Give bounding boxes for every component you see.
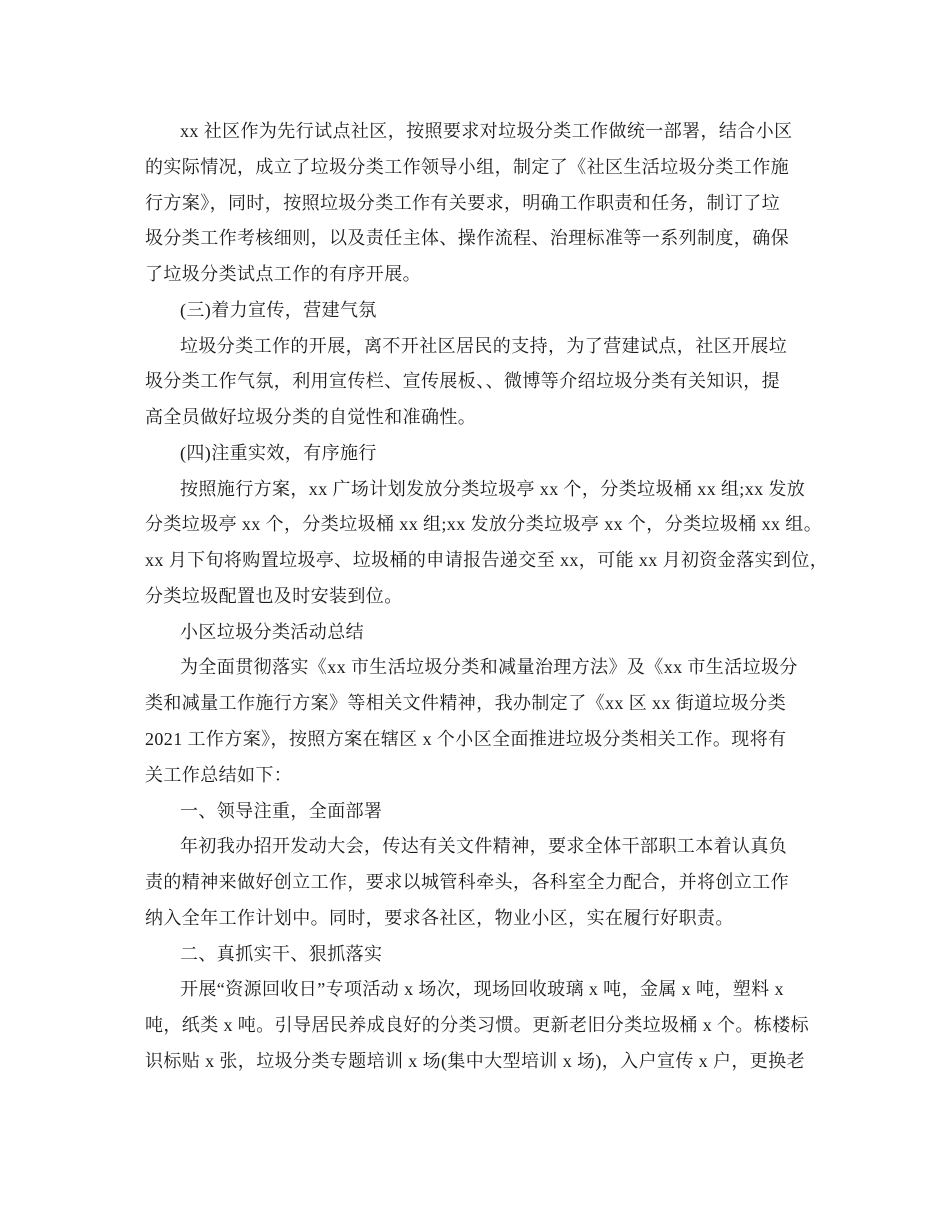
section-heading: (三)着力宣传，营建气氛 [180, 299, 377, 320]
section-heading: (四)注重实效，有序施行 [180, 442, 377, 463]
text-line: 类和减量工作施行方案》等相关文件精神，我办制定了《xx 区 xx 街道垃圾分类 [145, 693, 787, 714]
section-heading: 二、真抓实干、狠抓落实 [180, 943, 383, 964]
text-line: 了垃圾分类试点工作的有序开展。 [145, 264, 421, 285]
text-line: 垃圾分类工作的开展，离不开社区居民的支持，为了营建试点，社区开展垃 [180, 335, 788, 356]
text-line: 识标贴 x 张，垃圾分类专题培训 x 场(集中大型培训 x 场)，入户宣传 x 户，更换老 [145, 1050, 805, 1071]
text-line: 纳入全年工作计划中。同时，要求各社区，物业小区，实在履行好职责。 [145, 907, 734, 928]
text-line: 吨，纸类 x 吨。引导居民养成良好的分类习惯。更新老旧分类垃圾桶 x 个。栋楼标 [145, 1015, 809, 1036]
document-subtitle: 小区垃圾分类活动总结 [180, 621, 364, 642]
text-line: 圾分类工作气氛，利用宣传栏、宣传展板、、微博等介绍垃圾分类有关知识，提 [145, 371, 780, 392]
section-heading: 一、领导注重，全面部署 [180, 800, 383, 821]
text-line: 2021 工作方案》，按照方案在辖区 x 个小区全面推进垃圾分类相关工作。现将有 [145, 729, 787, 750]
text-line: 圾分类工作考核细则，以及责任主体、操作流程、治理标准等一系列制度，确保 [145, 228, 789, 249]
text-line: xx 社区作为先行试点社区，按照要求对垃圾分类工作做统一部署，结合小区 [180, 121, 793, 141]
text-line: 高全员做好垃圾分类的自觉性和准确性。 [145, 407, 477, 428]
document-body [145, 114, 845, 1080]
text-line: 为全面贯彻落实《xx 市生活垃圾分类和减量治理方法》及《xx 市生活垃圾分 [180, 657, 798, 678]
text-line: 关工作总结如下： [145, 764, 293, 785]
text-line: 开展“资源回收日”专项活动 x 场次，现场回收玻璃 x 吨，金属 x 吨，塑料 x [180, 979, 784, 1000]
text-line: 行方案》，同时，按照垃圾分类工作有关要求，明确工作职责和任务，制订了垃 [145, 192, 780, 213]
text-line: 的实际情况，成立了垃圾分类工作领导小组，制定了《社区生活垃圾分类工作施 [145, 156, 789, 177]
text-line: xx 月下旬将购置垃圾亭、垃圾桶的申请报告递交至 xx，可能 xx 月初资金落实到位， [145, 550, 829, 571]
text-line: 分类垃圾亭 xx 个，分类垃圾桶 xx 组;xx 发放分类垃圾亭 xx 个，分类垃圾桶 xx 组。 [145, 514, 823, 535]
text-line: 年初我办招开发动大会，传达有关文件精神，要求全体干部职工本着认真负 [180, 836, 788, 857]
text-line: 责的精神来做好创立工作，要求以城管科牵头，各科室全力配合，并将创立工作 [145, 872, 789, 893]
text-line: 分类垃圾配置也及时安装到位。 [145, 585, 403, 606]
text-line: 按照施行方案，xx 广场计划发放分类垃圾亭 xx 个，分类垃圾桶 xx 组;xx 发放 [180, 478, 806, 499]
